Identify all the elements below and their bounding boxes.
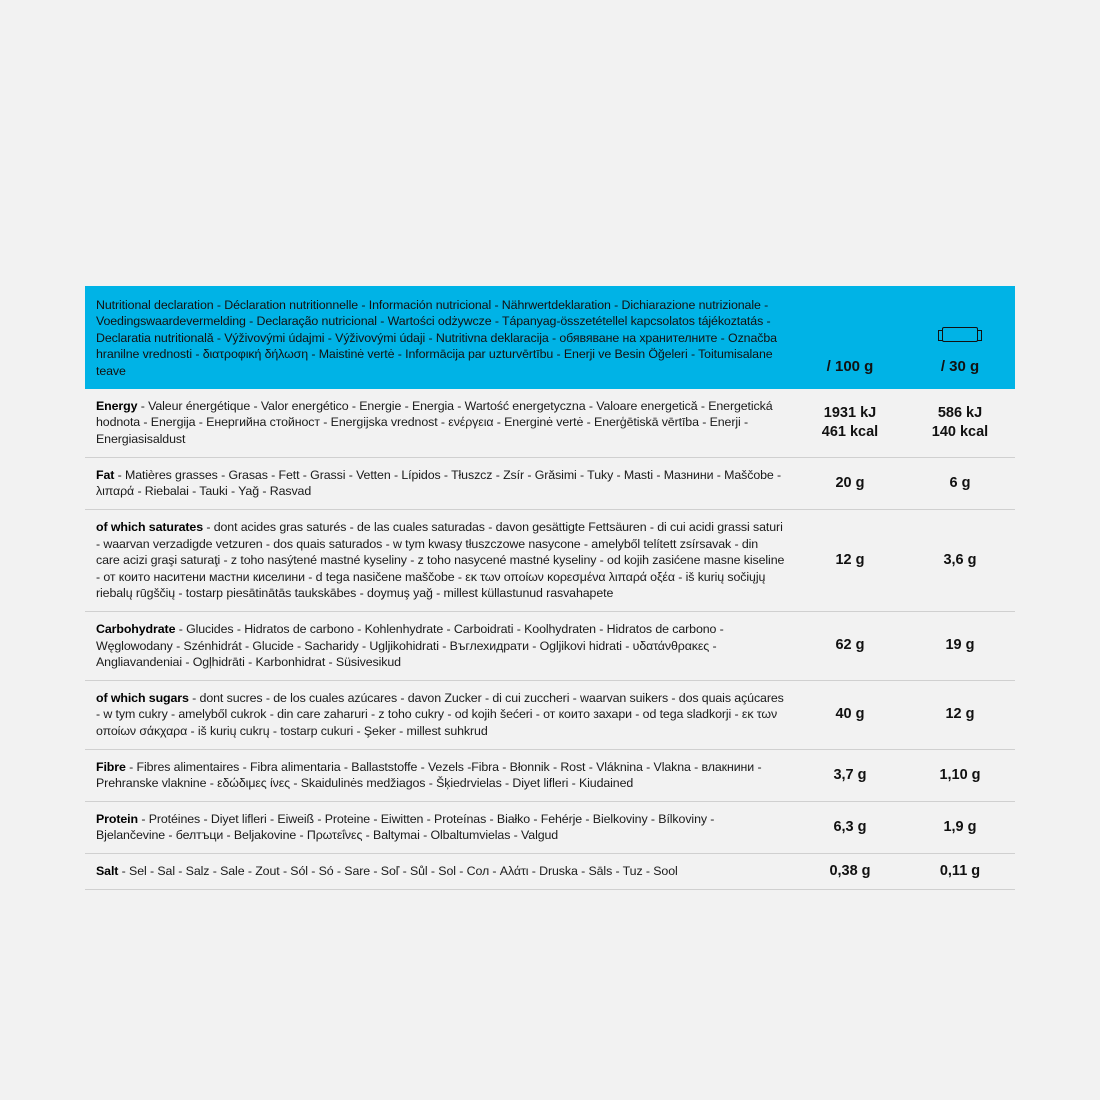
energy-bar-icon — [938, 327, 982, 342]
value-salt-per-100g: 0,38 g — [829, 862, 871, 879]
row-label-saturates — [85, 510, 795, 611]
table-row-saturates — [85, 510, 1015, 612]
row-translations-carbohydrate: - Glucides - Hidratos de carbono - Kohlenhydrate - Carboidrati - Koolhydraten - Hidratos de carbono - Węglowodany - Szénhidrát - Glucide - Sacharidy - Ugljikohidrati - Въглехидрати - Ogljikovi hidrati - υδατάνθρακες - Angliavandeniai - Ogļhidrāti - Karbonhidrat - Süsivesikud — [96, 621, 724, 670]
table-row-fat — [85, 458, 1015, 510]
row-label-salt — [85, 854, 795, 889]
value-carbohydrate-per-30g: 19 g — [945, 637, 975, 654]
value-fibre-per-30g: 1,10 g — [939, 766, 981, 783]
row-name-saturates: of which saturates — [96, 519, 203, 534]
column-header-per-100g-label: / 100 g — [826, 357, 874, 375]
row-label-carbohydrate — [85, 612, 795, 680]
value-fat-per-30g: 6 g — [949, 474, 971, 491]
value-sugars-per-100g: 40 g — [835, 706, 865, 723]
value-carbohydrate-per-100g: 62 g — [835, 637, 865, 654]
row-label-energy — [85, 389, 795, 457]
table-row-protein — [85, 802, 1015, 854]
row-label-protein — [85, 802, 795, 853]
row-name-fat: Fat — [96, 467, 115, 482]
row-translations-salt: - Sel - Sal - Salz - Sale - Zout - Sól - Só - Sare - Soľ - Sůl - Sol - Сол - Αλάτι - Druska - Sāls - Tuz - Sool — [118, 864, 678, 879]
row-label-fat — [85, 458, 795, 509]
table-row-fibre — [85, 750, 1015, 802]
table-row-energy — [85, 389, 1015, 458]
column-header-per-100g — [795, 286, 905, 389]
row-translations-saturates: - dont acides gras saturés - de las cuales saturadas - davon gesättigte Fettsäuren - di cui acidi grassi saturi - waarvan verzadigde vetzuren - dos quais saturados - w tym kwasy tłuszczowe nasycone - amelyből telített zsírsavak - din care acizi graşi saturaţi - z toho nasýtené mastné kyseliny - z toho nasycené mastné kyseliny - od kojih zasićene masne kiseline - от които наситени мастни киселини - d tega nasičene maščobe - εκ των οποίων κορεσμένα λιπαρά οξέα - iš kurių sočiųjų riebalų rūgščių - tostarp piesātinātās taukskābes - doymuş yağ - millest küllastunud rasvahapete — [96, 519, 785, 601]
value-saturates-per-30g: 3,6 g — [943, 552, 977, 569]
value-protein-per-100g: 6,3 g — [833, 819, 867, 836]
value-salt-per-30g: 0,11 g — [939, 862, 981, 879]
row-translations-sugars: - dont sucres - de los cuales azúcares - davon Zucker - di cui zuccheri - waarvan suikers - dos quais açúcares - w tym cukry - amelyből cukrok - din care zaharuri - z toho cukry - od kojih šećeri - от които захари - od tega sladkorji - εκ των οποίων σάκχαρα - iš kurių cukrų - tostarp cukuri - Şeker - millest suhkrud — [96, 690, 784, 739]
column-header-per-30g — [905, 286, 1015, 389]
value-energy-per-30g — [905, 389, 1015, 457]
row-name-carbohydrate: Carbohydrate — [96, 621, 176, 636]
value-energy-per-30g-kj: 586 kJ — [937, 404, 983, 421]
row-translations-fibre: - Fibres alimentaires - Fibra alimentaria - Ballaststoffe - Vezels -Fibra - Błonnik - Rost - Vláknina - Vlakna - влакнини - Prehranske vlaknine - εδώδιμες ίνες - Skaidulinės medžiagos - Šķiedrvielas - Diyet lifleri - Kiudained — [96, 759, 762, 791]
table-row-sugars — [85, 681, 1015, 750]
row-translations-protein: - Protéines - Diyet lifleri - Eiweiß - Proteine - Eiwitten - Proteínas - Białko - Fehérje - Bielkoviny - Bílkoviny - Bjelančevine - белтъци - Beljakovine - Πρωτεΐνες - Baltymai - Olbaltumvielas - Valgud — [96, 811, 715, 843]
nutrition-table — [85, 286, 1015, 890]
row-translations-energy: - Valeur énergétique - Valor energético - Energie - Energia - Wartość energetyczna - Valoare energetică - Energetická hodnota - Energija - Енергийна стойност - Energijska vrednost - ενέργεια - Energinė vertė - Enerģētiskā vērtība - Enerji - Energiasisaldust — [96, 398, 773, 447]
value-energy-per-100g — [795, 389, 905, 457]
row-name-protein: Protein — [96, 811, 138, 826]
value-fibre-per-100g: 3,7 g — [833, 766, 867, 783]
row-name-sugars: of which sugars — [96, 690, 189, 705]
value-saturates-per-100g: 12 g — [835, 552, 865, 569]
nutritional-declaration-languages: Nutritional declaration - Déclaration nutritionnelle - Información nutricional - Nährwertdeklaration - Dichiarazione nutrizionale - Voedingswaardevermelding - Declaração nutricional - Wartości odżywcze - Tápanyag-összetétellel kapcsolatos tájékoztatás - Declaratia nutritionalǎ - Výživovými údajmi - Výživovými údaji - Nutritivna deklaracija - обявяване на хранителните - Označba hranilne vrednosti - διατροφική δήλωση - Maistinė vertė - Informācija par uzturvērtību - Enerji ve Besin Öğeleri - Toitumisalane teave — [96, 298, 777, 378]
table-row-salt — [85, 854, 1015, 890]
value-energy-per-100g-kcal: 461 kcal — [821, 423, 879, 440]
row-name-energy: Energy — [96, 398, 138, 413]
row-name-fibre: Fibre — [96, 759, 126, 774]
value-sugars-per-30g: 12 g — [945, 706, 975, 723]
row-translations-fat: - Matières grasses - Grasas - Fett - Grassi - Vetten - Lípidos - Tłuszcz - Zsír - Grăsimi - Tuky - Masti - Мазнини - Maščobe - λιπαρά - Riebalai - Tauki - Yağ - Rasvad — [96, 467, 782, 499]
value-energy-per-30g-kcal: 140 kcal — [931, 423, 989, 440]
table-row-carbohydrate — [85, 612, 1015, 681]
value-energy-per-100g-kj: 1931 kJ — [823, 404, 877, 421]
value-fat-per-100g: 20 g — [835, 474, 865, 491]
row-name-salt: Salt — [96, 864, 119, 879]
row-label-fibre — [85, 750, 795, 801]
table-header — [85, 286, 1015, 389]
column-header-per-30g-label: / 30 g — [940, 357, 980, 375]
value-protein-per-30g: 1,9 g — [943, 819, 977, 836]
row-label-sugars — [85, 681, 795, 749]
